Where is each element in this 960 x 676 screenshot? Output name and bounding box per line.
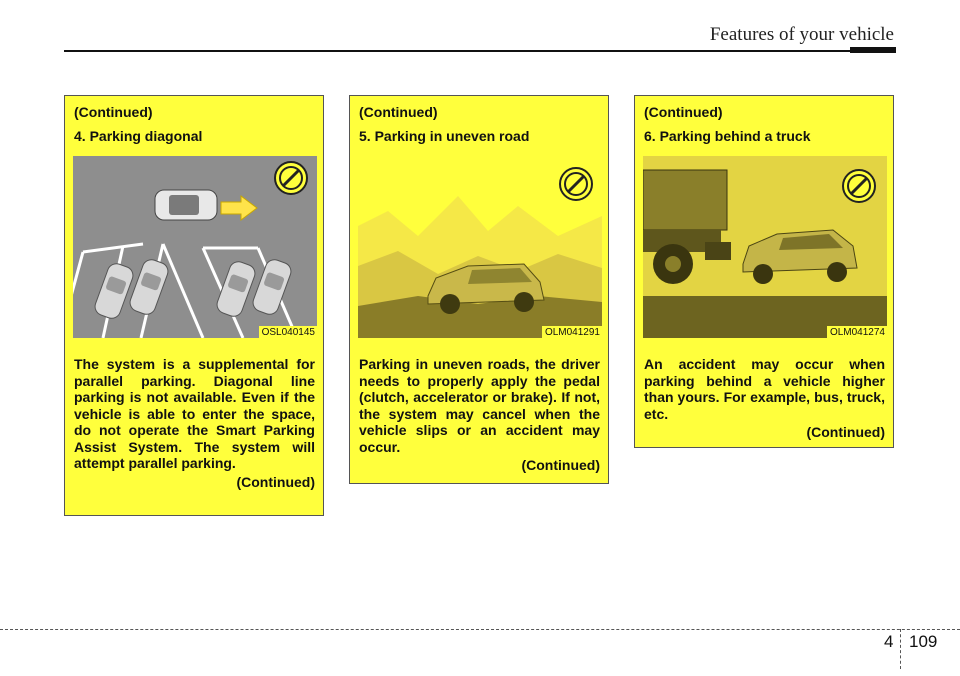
- header-rule: [64, 50, 850, 52]
- continued-label-top: (Continued): [359, 104, 438, 120]
- behind-truck-illustration: [643, 156, 887, 338]
- page-number: 109: [909, 632, 938, 651]
- header-rule-accent: [850, 47, 896, 53]
- box-body-text: An accident may occur when parking behind a vehicle higher than yours. For example, bus, truck, etc.: [644, 356, 885, 422]
- chapter-number: 4: [884, 632, 894, 651]
- caution-box-behind-truck: [634, 95, 894, 448]
- box-heading: 6. Parking behind a truck: [644, 128, 811, 144]
- figure-code: OSL040145: [259, 326, 317, 338]
- footer-divider: [0, 629, 960, 630]
- caution-box-parking-diagonal: [64, 95, 324, 516]
- figure-code: OLM041291: [542, 326, 602, 338]
- continued-label-bottom: (Continued): [521, 457, 600, 473]
- box-heading: 5. Parking in uneven road: [359, 128, 530, 144]
- continued-label-bottom: (Continued): [806, 424, 885, 440]
- caution-box-uneven-road: [349, 95, 609, 484]
- footer-vertical-divider: [900, 629, 901, 669]
- continued-label-top: (Continued): [644, 104, 723, 120]
- page-header-title: Features of your vehicle: [709, 24, 894, 45]
- uneven-road-illustration: [358, 156, 602, 338]
- box-heading: 4. Parking diagonal: [74, 128, 203, 144]
- box-body-text: The system is a supplemental for parallel parking. Diagonal line parking is not available. Even if the vehicle is able to enter the space, do not operate the Smart Parking Assist System. The system will attempt parallel parking.: [74, 356, 315, 471]
- continued-label-top: (Continued): [74, 104, 153, 120]
- figure-code: OLM041274: [827, 326, 887, 338]
- diagonal-parking-illustration: [73, 156, 317, 338]
- box-body-text: Parking in uneven roads, the driver needs to properly apply the pedal (clutch, accelerator or brake). If not, the system may cancel when the vehicle slips or an accident may occur.: [359, 356, 600, 455]
- continued-label-bottom: (Continued): [236, 473, 315, 490]
